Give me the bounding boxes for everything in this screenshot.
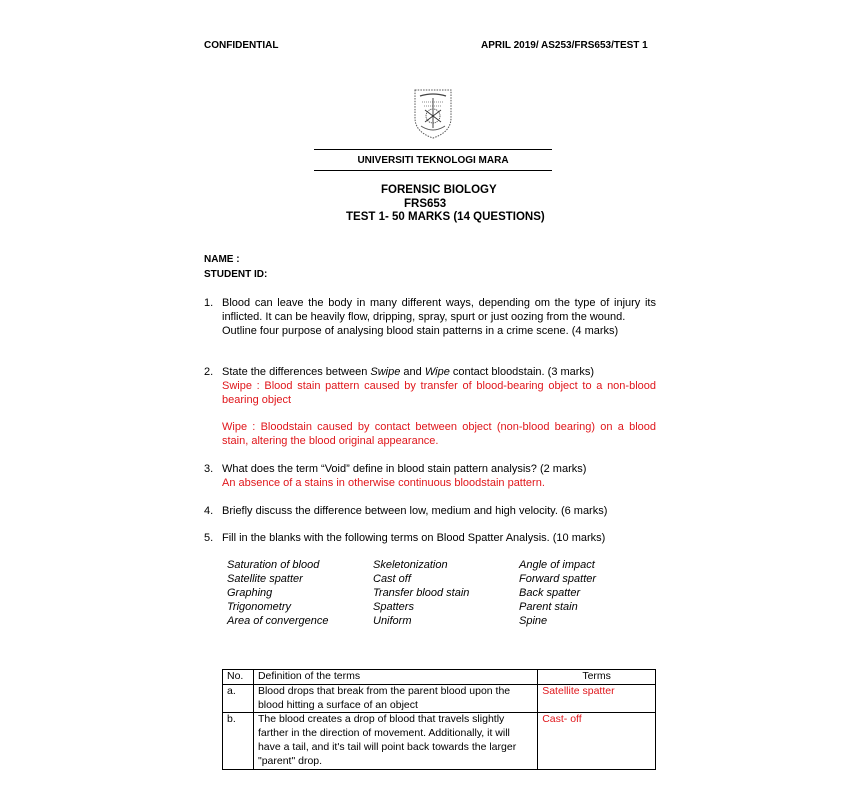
row-definition: The blood creates a drop of blood that travels slightly farther in the direction of movement. Additionally, it will have a tail, and it's tail will point back towards the larger "parent" drop. <box>253 713 537 769</box>
row-number: a. <box>223 684 254 713</box>
term-item: Satellite spatter <box>227 572 303 585</box>
question-2 <box>204 366 656 449</box>
term-item: Skeletonization <box>373 559 448 571</box>
question-text: Blood can leave the body in many different ways, depending om the type of injury its inflicted. It can be heavily flow, dripping, spray, spurt or just oozing from the wound. <box>222 297 656 323</box>
question-text: What does the term “Void” define in blood stain pattern analysis? (2 marks) <box>222 463 587 475</box>
question-number: 1. <box>204 297 214 309</box>
definitions-table <box>222 669 656 770</box>
row-definition: Blood drops that break from the parent blood upon the blood hitting a surface of an object <box>253 684 537 713</box>
question-4 <box>204 505 656 519</box>
column-header-definition: Definition of the terms <box>253 670 537 685</box>
student-id-label: STUDENT ID: <box>204 269 268 280</box>
term-item: Angle of impact <box>519 559 595 571</box>
term-item: Trigonometry <box>227 600 291 613</box>
table-row <box>223 684 656 713</box>
question-3 <box>204 463 656 491</box>
question-number: 4. <box>204 505 214 517</box>
divider-bottom <box>314 170 552 171</box>
column-header-no: No. <box>223 670 254 685</box>
question-text: Fill in the blanks with the following terms on Blood Spatter Analysis. (10 marks) <box>222 532 606 544</box>
university-name: UNIVERSITI TEKNOLOGI MARA <box>357 155 509 166</box>
test-title: TEST 1- 50 MARKS (14 QUESTIONS) <box>346 211 545 223</box>
row-number: b. <box>223 713 254 769</box>
question-1 <box>204 297 656 338</box>
question-text: Outline four purpose of analysing blood stain patterns in a crime scene. (4 marks) <box>222 324 619 337</box>
university-crest-icon <box>412 88 454 140</box>
term-item: Saturation of blood <box>227 559 320 571</box>
question-text: State the differences between Swipe and Wipe contact bloodstain. (3 marks) <box>222 366 595 378</box>
term-item: Parent stain <box>519 600 578 613</box>
question-number: 5. <box>204 532 214 544</box>
term-item: Transfer blood stain <box>373 586 470 599</box>
question-text: Briefly discuss the difference between low, medium and high velocity. (6 marks) <box>222 505 608 517</box>
terms-column-3 <box>519 559 596 629</box>
answer-text: Wipe : Bloodstain caused by contact between object (non-blood bearing) on a blood stain, altering the blood original appearance. <box>222 421 656 447</box>
terms-column-2 <box>373 559 469 629</box>
terms-column-1 <box>227 559 329 629</box>
term-item: Uniform <box>373 614 412 627</box>
name-label: NAME : <box>204 254 240 265</box>
course-code: FRS653 <box>404 198 447 210</box>
header-reference: APRIL 2019/ AS253/FRS653/TEST 1 <box>481 40 648 51</box>
term-item: Spatters <box>373 600 414 613</box>
row-term: Cast- off <box>538 713 656 769</box>
column-header-terms: Terms <box>538 670 656 685</box>
header-confidential: CONFIDENTIAL <box>204 40 279 51</box>
divider-top <box>314 149 552 150</box>
answer-text: An absence of a stains in otherwise continuous bloodstain pattern. <box>222 476 545 489</box>
question-number: 2. <box>204 366 214 378</box>
question-5 <box>204 532 656 546</box>
row-term: Satellite spatter <box>538 684 656 713</box>
question-number: 3. <box>204 463 214 475</box>
term-item: Forward spatter <box>519 572 597 585</box>
term-item: Back spatter <box>519 586 581 599</box>
course-title: FORENSIC BIOLOGY <box>381 184 497 196</box>
term-item: Graphing <box>227 586 273 599</box>
table-row <box>223 713 656 769</box>
term-item: Cast off <box>373 572 411 585</box>
answer-text: Swipe : Blood stain pattern caused by transfer of blood-bearing object to a non-blood bearing object <box>222 379 656 406</box>
term-item: Area of convergence <box>227 614 329 627</box>
term-item: Spine <box>519 614 548 627</box>
table-header-row <box>223 670 656 685</box>
